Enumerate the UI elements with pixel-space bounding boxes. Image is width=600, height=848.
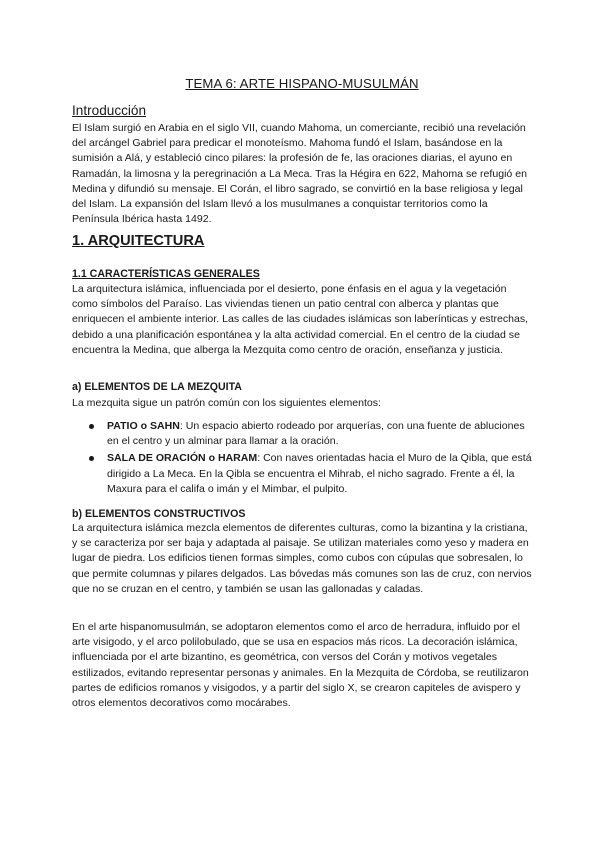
list-item xyxy=(72,419,532,449)
mezquita-intro-paragraph: La mezquita sigue un patrón común con los siguientes elementos: xyxy=(72,397,381,409)
list-item xyxy=(72,451,532,497)
subheading-elementos-mezquita: a) ELEMENTOS DE LA MEZQUITA xyxy=(72,381,242,393)
bullet-icon xyxy=(89,424,94,429)
mezquita-elements-list xyxy=(72,419,532,499)
document-title: TEMA 6: ARTE HISPANO-MUSULMÁN xyxy=(185,76,419,91)
caracteristicas-paragraph: La arquitectura islámica, influenciada por el desierto, pone énfasis en el agua y la vegetación como símbolos del Paraíso. Las viviendas tienen un patio central con alberca y plantas que enriquecen el ambiente interior. Las calles de las ciudades islámicas son laberínticas y estrechas, debido a una planificación espontánea y la alta actividad comercial. En el centro de la ciudad se encuentra la Medina, que alberga la Mezquita como centro de oración, enseñanza y justicia. xyxy=(72,283,529,356)
constructivos-paragraph-2: En el arte hispanomusulmán, se adoptaron elementos como el arco de herradura, influido por el arte visigodo, y el arco polilobulado, que se usa en espacios más ricos. La decoración islámica, influenciada por el arte bizantino, es geométrica, con versos del Corán y motivos vegetales estilizados, evitando representar personas y animales. En la Mezquita de Córdoba, se reutilizaron partes de edificios romanos y visigodos, y a partir del siglo X, se crearon capiteles de avispero y otros elementos decorativos como mocárabes. xyxy=(72,621,529,710)
list-item-text: : Con naves orientadas hacia el Muro de la Qibla, que está dirigido a La Meca. En la Qibla se encuentra el Mihrab, el nicho sagrado. Frente a él, la Maxura para el califa o imán y el Mimbar, el pulpito. xyxy=(107,452,532,495)
subheading-caracteristicas: 1.1 CARACTERÍSTICAS GENERALES xyxy=(72,268,260,280)
bullet-icon xyxy=(89,456,94,461)
section-heading-arquitectura: 1. ARQUITECTURA xyxy=(72,233,205,249)
list-item-text: : Un espacio abierto rodeado por arquerías, con una fuente de abluciones en el centro y un alminar para llamar a la oración. xyxy=(107,420,525,448)
intro-paragraph: El Islam surgió en Arabia en el siglo VII, cuando Mahoma, un comerciante, recibió una revelación del arcángel Gabriel para predicar el monoteísmo. Mahoma fundó el Islam, basándose en la sumisión a Alá, y estableció cinco pilares: la profesión de fe, las oraciones diarias, el ayuno en Ramadán, la limosna y la peregrinación a La Meca. Tras la Hégira en 622, Mahoma se refugió en Medina y difundió su mensaje. El Corán, el libro sagrado, se convirtió en la base religiosa y legal del Islam. La expansión del Islam llevó a los musulmanes a conquistar territorios como la Península Ibérica hasta 1492. xyxy=(72,122,527,226)
constructivos-paragraph-1: La arquitectura islámica mezcla elementos de diferentes culturas, como la bizantina y la cristiana, y se caracteriza por ser baja y adaptada al paisaje. Se utilizan materiales como yeso y madera en lugar de piedra. Los edificios tienen formas simples, como cubos con cúpulas que sobresalen, lo que permite columnas y pilares delgados. Las bóvedas más comunes son las de cruz, con nervios que no se cruzan en el centro, y también se usan las gallonadas y caladas. xyxy=(72,522,532,595)
list-item-term: SALA DE ORACIÓN o HARAM xyxy=(107,452,258,465)
intro-heading: Introducción xyxy=(72,103,147,118)
list-item-term: PATIO o SAHN xyxy=(107,420,180,432)
subheading-elementos-constructivos: b) ELEMENTOS CONSTRUCTIVOS xyxy=(72,508,246,520)
